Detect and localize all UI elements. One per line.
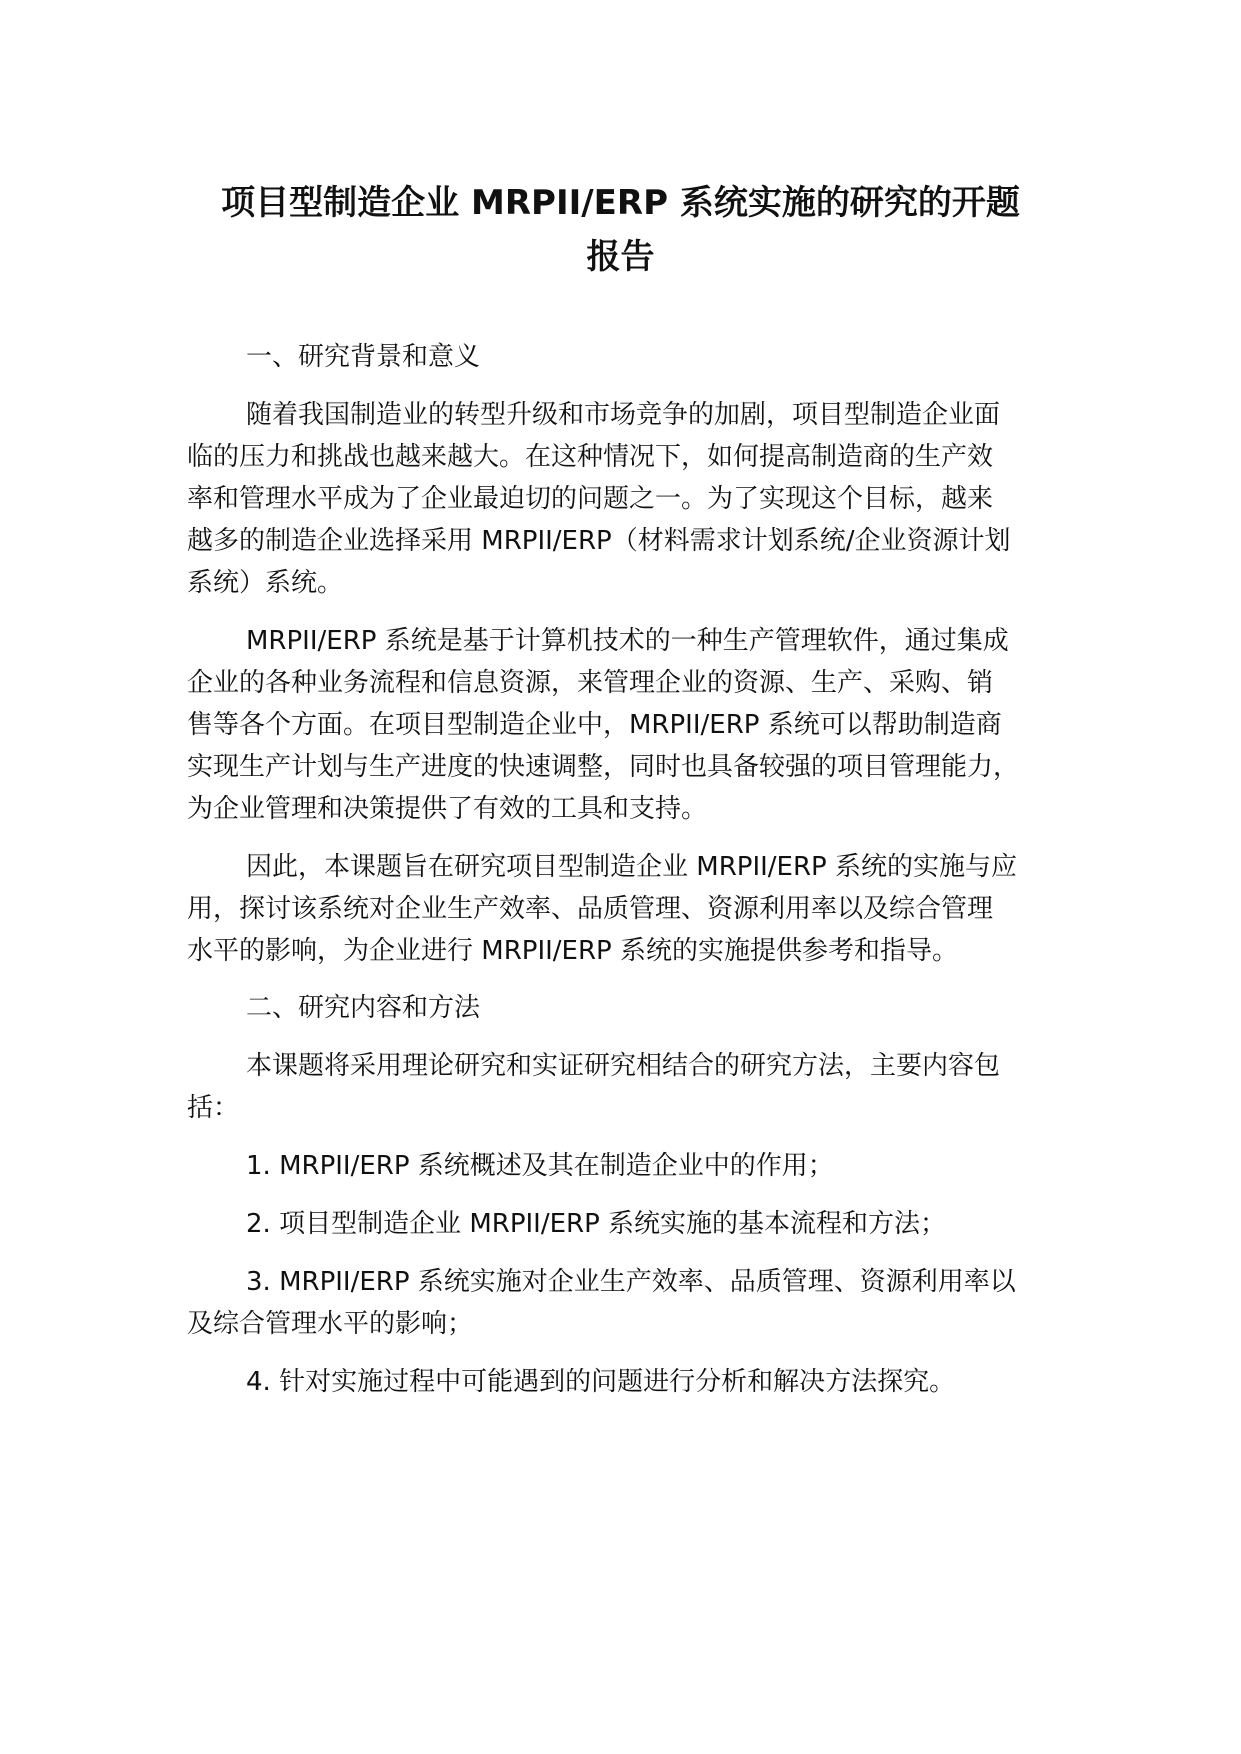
paragraph-line: 临的压力和挑战也越来越大。在这种情况下，如何提高制造商的生产效: [187, 442, 994, 472]
paragraph-line: 随着我国制造业的转型升级和市场竞争的加剧，项目型制造企业面: [246, 400, 1001, 430]
section-heading-content-methods: 二、研究内容和方法: [246, 993, 481, 1023]
paragraph-line: 为企业管理和决策提供了有效的工具和支持。: [187, 794, 708, 824]
paragraph-line: 本课题将采用理论研究和实证研究相结合的研究方法，主要内容包: [246, 1051, 1001, 1081]
paragraph-line: 率和管理水平成为了企业最迫切的问题之一。为了实现这个目标，越来: [187, 484, 994, 514]
paragraph-line: 售等各个方面。在项目型制造企业中，MRPII/ERP 系统可以帮助制造商: [187, 710, 1002, 740]
list-item: 4. 针对实施过程中可能遇到的问题进行分析和解决方法探究。: [246, 1367, 956, 1397]
paragraph-line: 括：: [187, 1093, 240, 1123]
paragraph-line: 水平的影响，为企业进行 MRPII/ERP 系统的实施提供参考和指导。: [187, 936, 958, 966]
list-item: 2. 项目型制造企业 MRPII/ERP 系统实施的基本流程和方法；: [246, 1209, 947, 1239]
paragraph-line: 系统）系统。: [187, 568, 344, 598]
paragraph-line: 用，探讨该系统对企业生产效率、品质管理、资源利用率以及综合管理: [187, 894, 994, 924]
list-item: 3. MRPII/ERP 系统实施对企业生产效率、品质管理、资源利用率以: [246, 1267, 1016, 1297]
list-item-continuation: 及综合管理水平的影响；: [187, 1309, 474, 1339]
section-heading-background: 一、研究背景和意义: [246, 342, 481, 372]
paragraph-line: MRPII/ERP 系统是基于计算机技术的一种生产管理软件，通过集成: [246, 626, 1009, 656]
paragraph-line: 因此，本课题旨在研究项目型制造企业 MRPII/ERP 系统的实施与应: [246, 852, 1017, 882]
paragraph-line: 实现生产计划与生产进度的快速调整，同时也具备较强的项目管理能力，: [187, 752, 1020, 782]
document-title-line-1: 项目型制造企业 MRPII/ERP 系统实施的研究的开题: [221, 183, 1020, 223]
document-title-line-2: 报告: [586, 237, 655, 277]
paragraph-line: 企业的各种业务流程和信息资源，来管理企业的资源、生产、采购、销: [187, 668, 994, 698]
list-item: 1. MRPII/ERP 系统概述及其在制造企业中的作用；: [246, 1151, 834, 1181]
paragraph-line: 越多的制造企业选择采用 MRPII/ERP（材料需求计划系统/企业资源计划: [187, 526, 1011, 556]
